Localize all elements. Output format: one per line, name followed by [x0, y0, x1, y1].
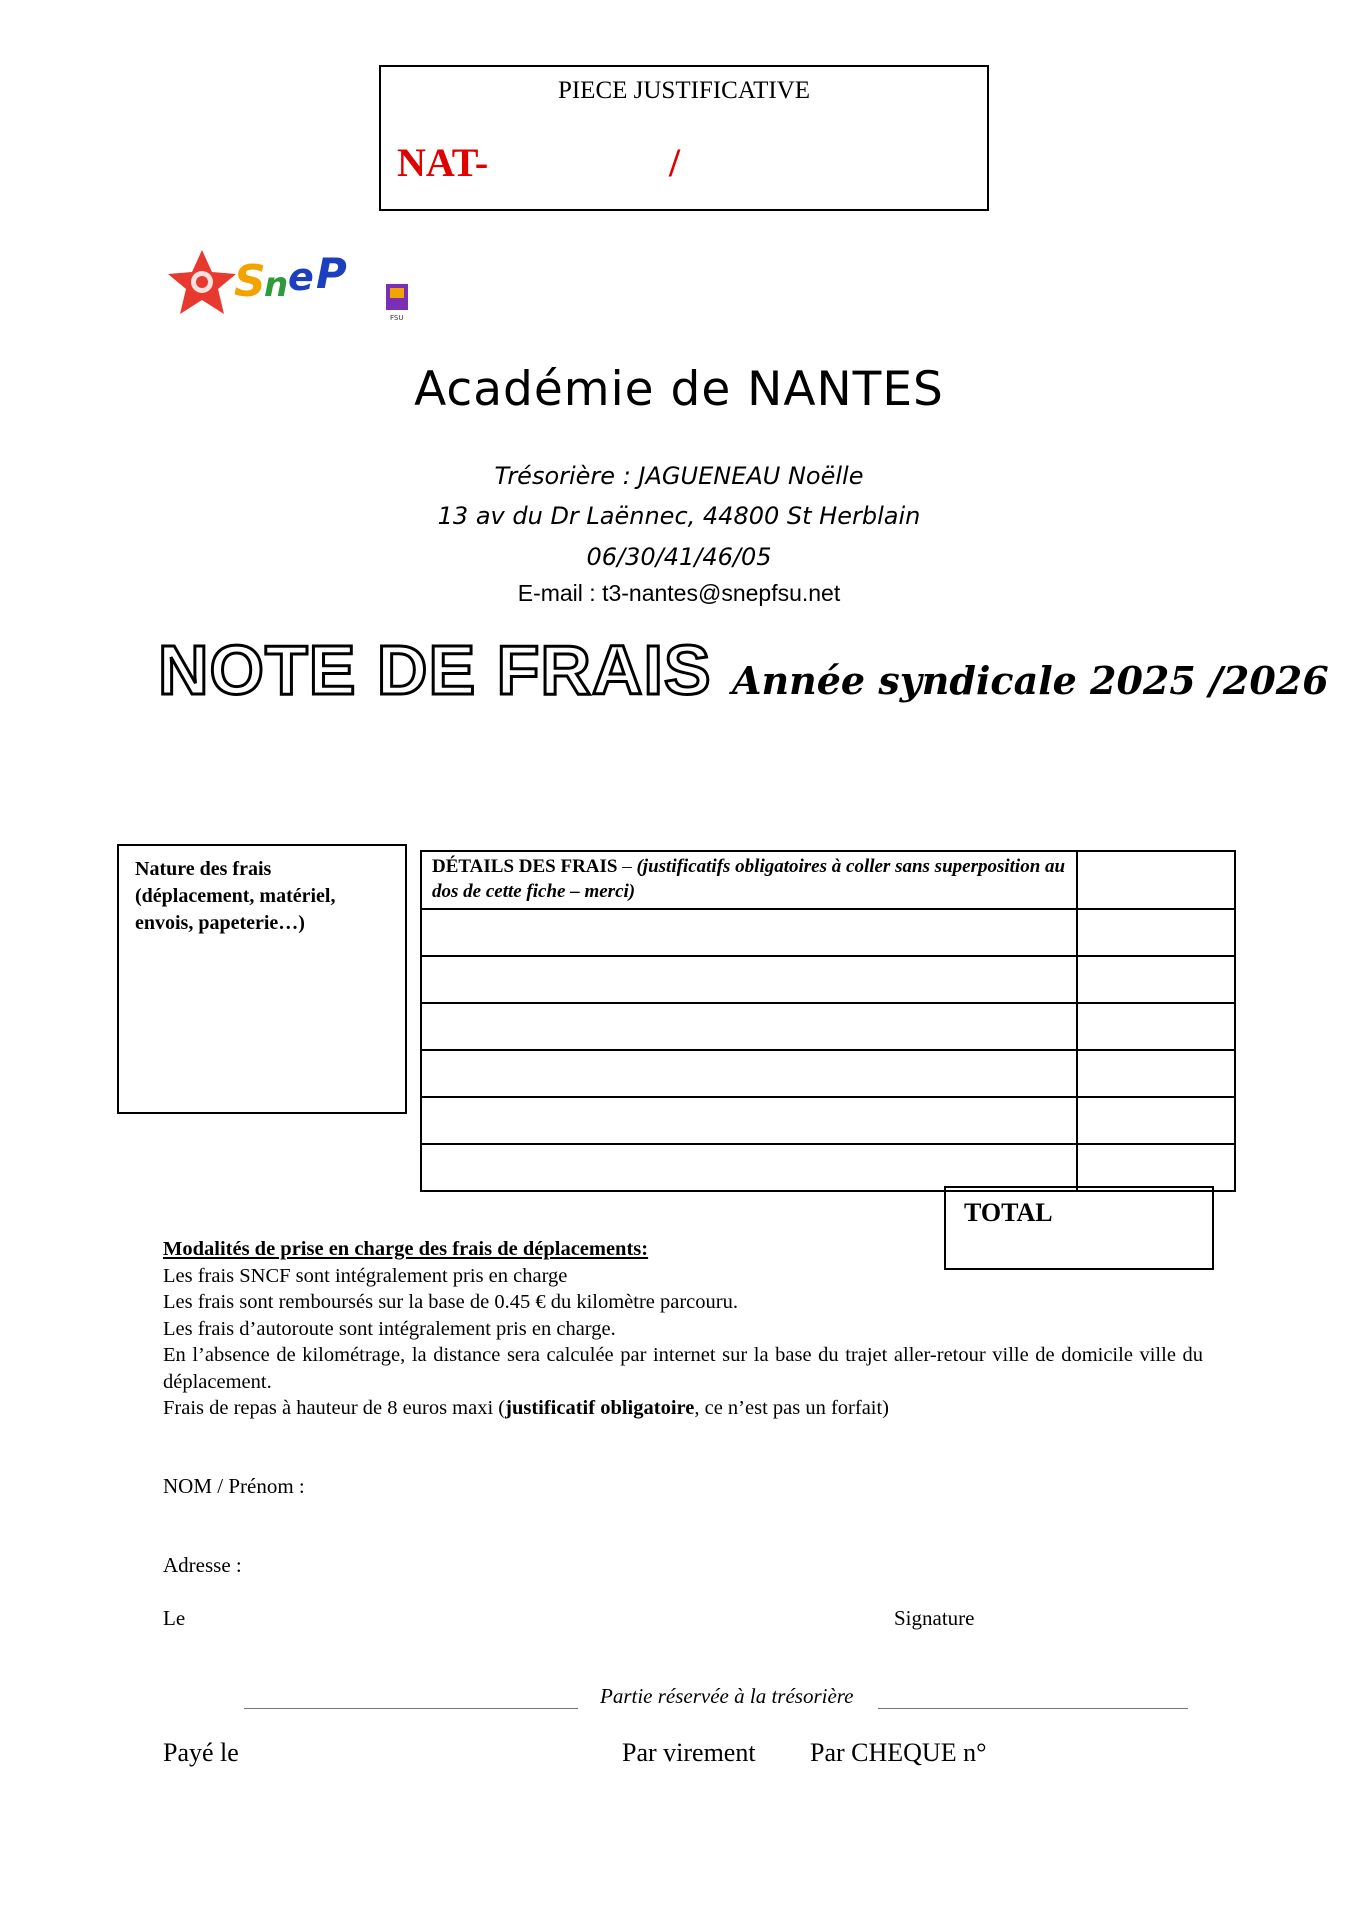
piece-justificative-box	[379, 65, 989, 211]
total-label: TOTAL	[964, 1198, 1053, 1227]
table-row	[421, 1003, 1235, 1050]
nat-slash: /	[669, 140, 681, 185]
divider-right	[878, 1708, 1188, 1709]
tresoriere-line: Trésorière : JAGUENEAU Noëlle	[494, 462, 864, 490]
modalites-line: En l’absence de kilométrage, la distance sera calculée par internet sur la base du trajet aller-retour ville de domicile ville du déplacement.	[163, 1344, 1203, 1393]
divider-left	[244, 1708, 578, 1709]
details-dash: –	[617, 856, 637, 877]
amount-cell[interactable]	[1077, 851, 1235, 909]
detail-cell[interactable]	[421, 909, 1077, 956]
detail-cell[interactable]	[421, 1003, 1077, 1050]
details-table	[420, 850, 1236, 1192]
partie-reservee-label: Partie réservée à la trésorière	[600, 1684, 854, 1708]
detail-cell[interactable]	[421, 1144, 1077, 1191]
amount-cell[interactable]	[1077, 1144, 1235, 1191]
academie-title: Académie de NANTES	[414, 362, 944, 417]
nature-des-frais-box[interactable]	[117, 844, 407, 1114]
detail-cell[interactable]	[421, 956, 1077, 1003]
nat-label: NAT-	[397, 140, 489, 185]
modalites-line-repas	[163, 1395, 1203, 1422]
amount-cell[interactable]	[1077, 1050, 1235, 1097]
amount-cell[interactable]	[1077, 1003, 1235, 1050]
annee-syndicale: Année syndicale 2025 /2026	[732, 658, 1329, 703]
repas-text-a: Frais de repas à hauteur de 8 euros maxi (	[163, 1397, 506, 1419]
modalites-line: Les frais SNCF sont intégralement pris en charge	[163, 1264, 568, 1287]
svg-text:S: S	[234, 256, 266, 307]
tresoriere-address: 13 av du Dr Laënnec, 44800 St Herblain	[437, 502, 921, 530]
note-de-frais-title: NOTE DE FRAIS	[158, 631, 712, 709]
signature-field[interactable]: Signature	[894, 1606, 975, 1630]
snep-logo	[168, 244, 424, 324]
details-header-row	[421, 851, 1235, 909]
tresoriere-email: E-mail : t3-nantes@snepfsu.net	[517, 580, 841, 606]
svg-text:P: P	[316, 249, 347, 298]
date-field[interactable]: Le	[163, 1606, 186, 1630]
amount-cell[interactable]	[1077, 956, 1235, 1003]
table-row	[421, 956, 1235, 1003]
amount-cell[interactable]	[1077, 1097, 1235, 1144]
repas-text-c: , ce n’est pas un forfait)	[694, 1397, 890, 1419]
details-title: DÉTAILS DES FRAIS	[432, 856, 618, 877]
piece-justificative-title: PIECE JUSTIFICATIVE	[557, 77, 811, 104]
nature-des-frais-label: Nature des frais (déplacement, matériel, envois, papeterie…)	[135, 858, 336, 934]
repas-text-bold: justificatif obligatoire	[505, 1397, 695, 1419]
par-virement-option[interactable]: Par virement	[622, 1738, 756, 1767]
table-row	[421, 1097, 1235, 1144]
nom-prenom-field[interactable]: NOM / Prénom :	[163, 1474, 305, 1498]
modalites-title: Modalités de prise en charge des frais de déplacements:	[163, 1238, 649, 1260]
svg-text:e: e	[288, 255, 314, 299]
detail-cell[interactable]	[421, 1050, 1077, 1097]
details-header-cell	[421, 851, 1077, 909]
amount-cell[interactable]	[1077, 909, 1235, 956]
svg-text:FSU: FSU	[390, 314, 404, 322]
modalites-section	[163, 1236, 1203, 1422]
svg-text:n: n	[264, 265, 289, 305]
table-row	[421, 1144, 1235, 1191]
modalites-line: Les frais d’autoroute sont intégralement pris en charge.	[163, 1317, 616, 1340]
table-row	[421, 1050, 1235, 1097]
adresse-field[interactable]: Adresse :	[163, 1553, 242, 1577]
details-note: (justificatifs obligatoires à coller sans superposition au dos de cette fiche – merci)	[432, 856, 1066, 902]
par-cheque-option[interactable]: Par CHEQUE n°	[810, 1738, 987, 1767]
paye-le-field[interactable]: Payé le	[163, 1738, 239, 1767]
table-row	[421, 909, 1235, 956]
detail-cell[interactable]	[421, 1097, 1077, 1144]
modalites-line: Les frais sont remboursés sur la base de 0.45 € du kilomètre parcouru.	[163, 1291, 738, 1313]
tresoriere-phone: 06/30/41/46/05	[586, 543, 772, 571]
